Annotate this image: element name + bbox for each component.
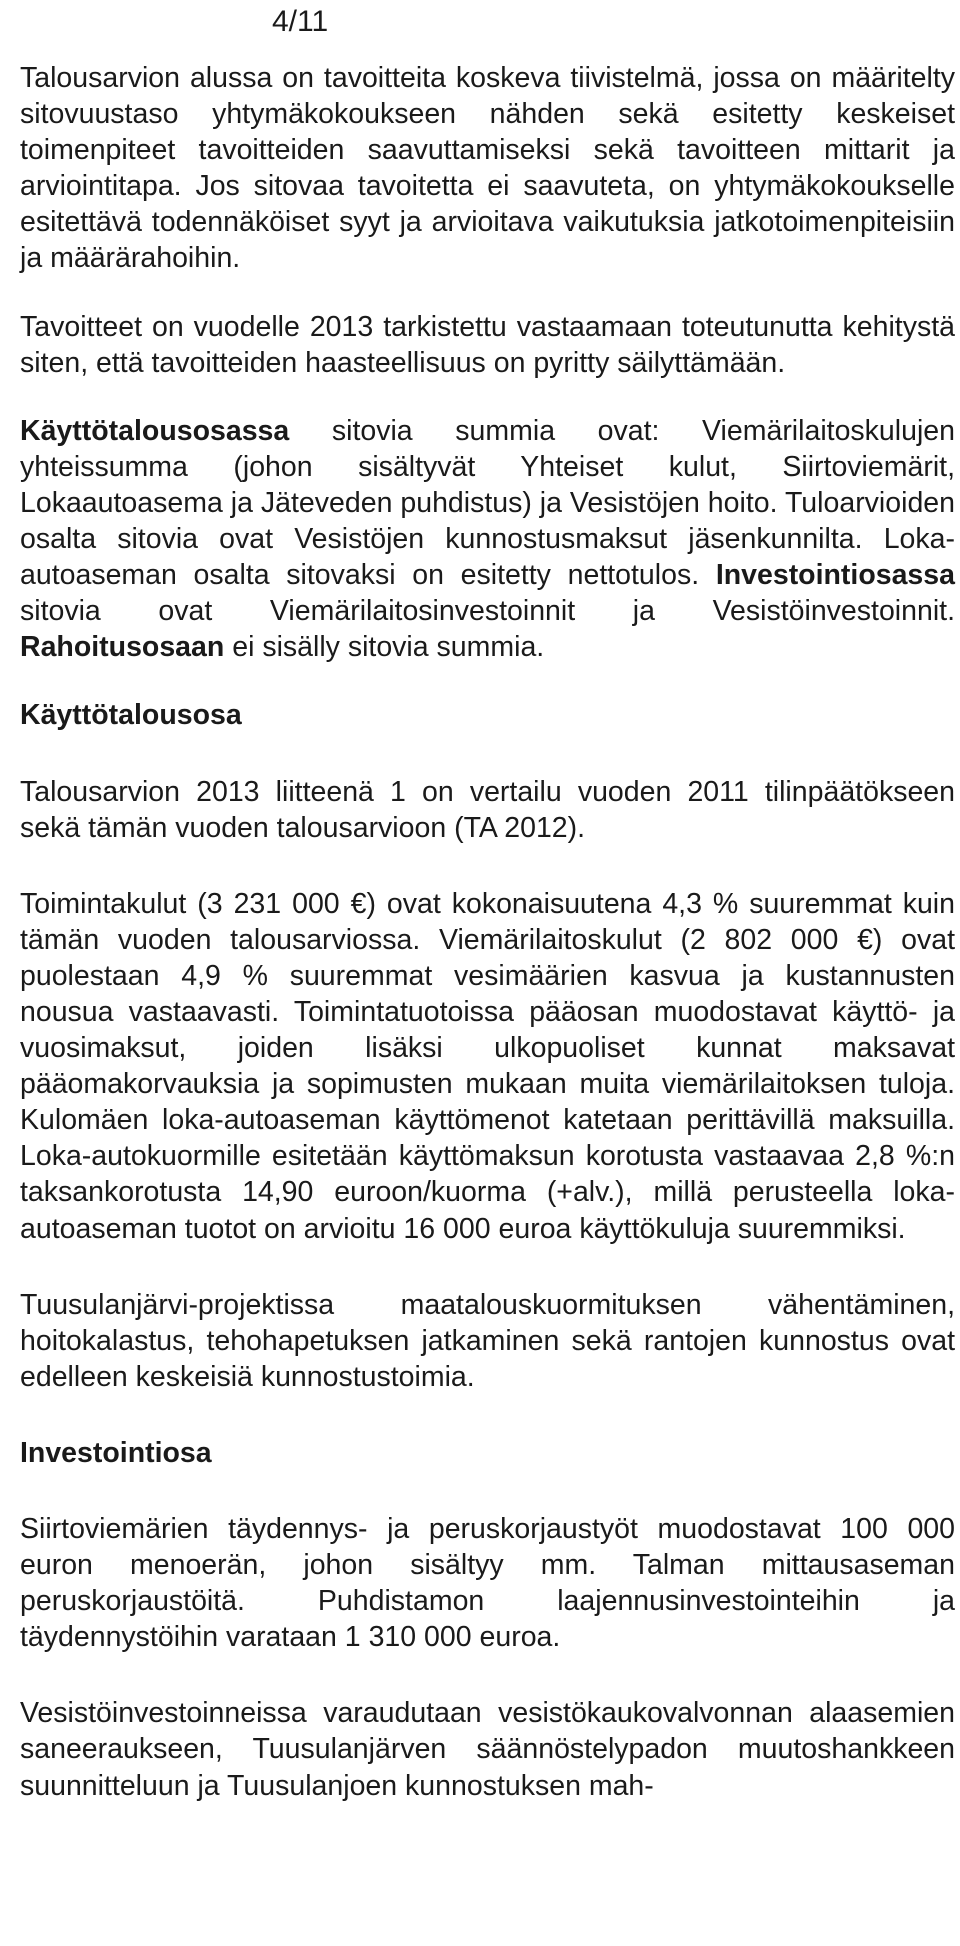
text-segment: ei sisälly sitovia summia. (224, 631, 545, 664)
term-kayttotalousosassa: Käyttötalousosassa (20, 414, 290, 447)
paragraph-operating-costs: Toimintakulut (3 231 000 €) ovat kokonaisuutena 4,3 % suuremmat kuin tämän vuoden talousarviossa. Viemärilaitoskulut (2 802 000 €) ovat puolestaan 4,9 % suuremmat vesimäärien kasvua ja kustannusten nousua vastaavasti. Toimintatuotoissa pääosan muodostavat käyttö- ja vuosimaksut, joiden lisäksi ulkopuoliset kunnat maksavat pääomakorvauksia ja sopimusten mukaan muita viemärilaitoksen tuloja. Kulomäen loka-autoaseman käyttömenot katetaan perittävillä maksuilla. Loka-autokuormille esitetään käyttömaksun korotusta vastaavaa 2,8 %:n taksankorotusta 14,90 euroon/kuorma (+alv.), millä perusteella loka-autoaseman tuotot on arvioitu 16 000 euroa käyttökuluja suuremmiksi. (20, 887, 955, 1245)
section-heading-investointiosa: Investointiosa (20, 1436, 212, 1469)
section-heading-kayttotalousosa: Käyttötalousosa (20, 699, 242, 732)
term-investointiosassa: Investointiosassa (715, 559, 955, 592)
text-segment: sitovia ovat Viemärilaitosinvestoinnit ja Vesistöinvestoinnit. (20, 595, 955, 628)
paragraph-binding-amounts (20, 413, 955, 666)
text-segment: sitovia summia ovat: Viemärilaitoskulujen yhteissumma (johon sisältyvät Yhteiset kulut, Siirtoviemärit, Lokaautoasema ja Jäteveden puhdistus) ja Vesistöjen hoito. Tuloarvioiden osalta sitovia ovat Vesistöjen kunnostusmaksut jäsenkunnilta. Loka-autoaseman osalta sitovaksi on esitetty nettotulos. (20, 414, 955, 592)
paragraph-intro: Talousarvion alussa on tavoitteita koskeva tiivistelmä, jossa on määritelty sitovuustaso yhtymäkokoukseen nähden sekä esitetty keskeiset toimenpiteet tavoitteiden saavuttamiseksi sekä tavoitteen mittarit ja arviointitapa. Jos sitovaa tavoitetta ei saavuteta, on yhtymäkokoukselle esitettävä todennäköiset syyt ja arvioitava vaikutuksia jatkotoimenpiteisiin ja määrärahoihin. (20, 62, 955, 275)
page-number: 4/11 (272, 5, 329, 38)
term-rahoitusosaan: Rahoitusosaan (20, 631, 225, 664)
paragraph-investments: Siirtoviemärien täydennys- ja peruskorjaustyöt muodostavat 100 000 euron menoerän, johon sisältyy mm. Talman mittausaseman peruskorjaustöitä. Puhdistamon laajennusinvestointeihin ja täydennystöihin varataan 1 310 000 euroa. (20, 1513, 955, 1654)
paragraph-tuusulanjarvi-project: Tuusulanjärvi-projektissa maatalouskuormituksen vähentäminen, hoitokalastus, tehohapetuksen jatkaminen sekä rantojen kunnostus ovat edelleen keskeisiä kunnostustoimia. (20, 1288, 955, 1393)
document-body (20, 60, 955, 1804)
paragraph-water-investments: Vesistöinvestoinneissa varaudutaan vesistökaukovalvonnan alaasemien saneeraukseen, Tuusulanjärven säännöstelypadon muutoshankkeen suunnitteluun ja Tuusulanjoen kunnostuksen mah- (20, 1697, 955, 1802)
paragraph-comparison: Talousarvion 2013 liitteenä 1 on vertailu vuoden 2011 tilinpäätökseen sekä tämän vuoden talousarvioon (TA 2012). (20, 775, 955, 844)
paragraph-targets-2013: Tavoitteet on vuodelle 2013 tarkistettu vastaamaan toteutunutta kehitystä siten, että tavoitteiden haasteellisuus on pyritty säilyttämään. (20, 310, 955, 379)
